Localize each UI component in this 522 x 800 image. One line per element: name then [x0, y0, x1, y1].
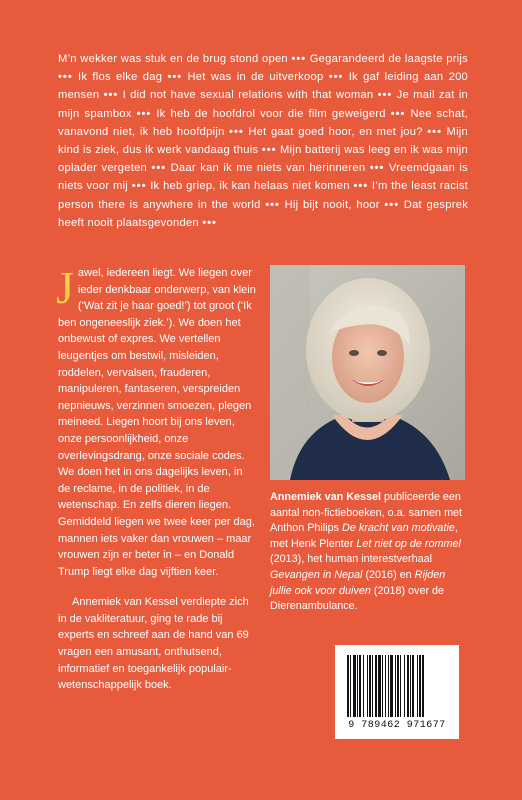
barcode: [335, 645, 459, 739]
bullet-separator: •••: [103, 89, 119, 102]
bullet-separator: •••: [151, 162, 167, 175]
lie-quote: Ik heb griep, ik kan helaas niet komen: [150, 180, 350, 193]
lie-quote: Nee schat, vanavond niet, ik heb hoofdpijn: [58, 107, 469, 138]
bullet-separator: •••: [384, 198, 400, 211]
author-bio: [270, 490, 466, 615]
lie-quote: M’n wekker was stuk en de brug stond open: [58, 53, 288, 65]
bullet-separator: •••: [229, 125, 244, 138]
lie-quote: Mijn batterij was leeg en ik was mijn oplader vergeten: [58, 144, 468, 175]
lie-quotes-block: [58, 50, 468, 232]
bullet-separator: •••: [353, 180, 369, 193]
bullet-separator: •••: [58, 71, 73, 84]
blurb-paragraph-1: awel, iedereen liegt. We liegen over ieder denkbaar onderwerp, van klein (‘Wat zit je haar goed!’) tot groot (‘Ik ben ongeneeslijk ziek.’). We doen het onbewust of expres. We vertellen leugentjes om bestwil, misleiden, roddelen, vervalsen, frauderen, manipuleren, fantaseren, verspreiden nepnieuws, verzinnen smoezen, plegen meineed. Liegen hoort bij ons leven, onze persoonlijkheid, onze overlevingsdrang, onze sociale codes. We doen het in ons dagelijks leven, in de reclame, in de politiek, in de wetenschap. En zelfs dieren liegen. Gemiddeld liegen we twee keer per dag, mannen iets vaker dan vrouwen – maar vrouwen zijn er beter in – en Donald Trump liegt elke dag vijftien keer.: [58, 267, 256, 578]
lie-quote: Het was in de uitverkoop: [187, 71, 324, 84]
blurb-text: [56, 262, 256, 694]
bio-text: (2013), het human interestverhaal: [270, 553, 433, 566]
bullet-separator: •••: [202, 216, 217, 229]
bullet-separator: •••: [369, 162, 385, 175]
lie-quote: Gegarandeerd de laagste prijs: [309, 53, 469, 65]
bullet-separator: •••: [261, 144, 277, 157]
lie-quote: I’m the least racist person there is anywhere in the world: [58, 180, 469, 211]
blurb-paragraph-2: Annemiek van Kessel verdiepte zich in de vakliteratuur, ging te rade bij experts en schreef aan de hand van 69 vragen een amusant, onthutsend, informatief en toegankelijk populair-wetenschappelijk boek.: [58, 596, 249, 692]
isbn-number: 9 789462 971677: [348, 720, 446, 731]
bio-text: (2016) en: [362, 568, 415, 581]
bullet-separator: •••: [265, 198, 280, 211]
barcode-bars: [345, 655, 449, 717]
lie-quote: Dat gesprek heeft nooit plaatsgevonden: [58, 198, 469, 229]
lie-quote: Vreemdgaan is niets voor mij: [58, 162, 469, 193]
lie-quote: Hij bijt nooit, hoor: [284, 198, 380, 211]
author-portrait-image: [270, 265, 465, 480]
bullet-separator: •••: [377, 89, 393, 102]
book-title: Gevangen in Nepal: [270, 568, 363, 581]
bio-text: publiceerde een aantal non-fictieboeken, o.a. samen met Anthon Philips: [270, 491, 463, 535]
book-title: Rijden jullie ook voor duiven: [270, 568, 446, 597]
lie-quote: Ik flos elke dag: [78, 71, 163, 84]
lie-quote: Mijn kind is ziek, dus ik werk vandaag thuis: [58, 125, 469, 157]
bio-text: (2018) over de Dierenambulance.: [270, 584, 445, 613]
bullet-separator: •••: [427, 125, 442, 138]
bio-text: , met Henk Plenter: [270, 522, 458, 550]
bullet-separator: •••: [291, 53, 307, 65]
lie-quote: Ik heb de hoofdrol voor die film geweigerd: [156, 107, 386, 120]
bullet-separator: •••: [390, 107, 406, 120]
bullet-separator: •••: [167, 71, 183, 84]
drop-cap: J: [56, 262, 74, 313]
bullet-separator: •••: [131, 180, 147, 193]
bullet-separator: •••: [136, 107, 152, 120]
book-title: De kracht van motivatie: [342, 522, 455, 535]
lie-quote: Ik gaf leiding aan 200 mensen: [58, 71, 469, 102]
lie-quote: Je mail zat in mijn spambox: [58, 89, 469, 120]
lie-quote: Daar kan ik me niets van herinneren: [170, 162, 366, 175]
author-name: Annemiek van Kessel: [270, 491, 382, 503]
book-title: Let niet op de rommel: [356, 537, 461, 550]
bullet-separator: •••: [328, 71, 344, 84]
author-portrait: [270, 265, 465, 480]
lie-quote: Het gaat goed hoor, en met jou?: [248, 125, 423, 138]
lie-quote: I did not have sexual relations with that woman: [122, 89, 374, 102]
